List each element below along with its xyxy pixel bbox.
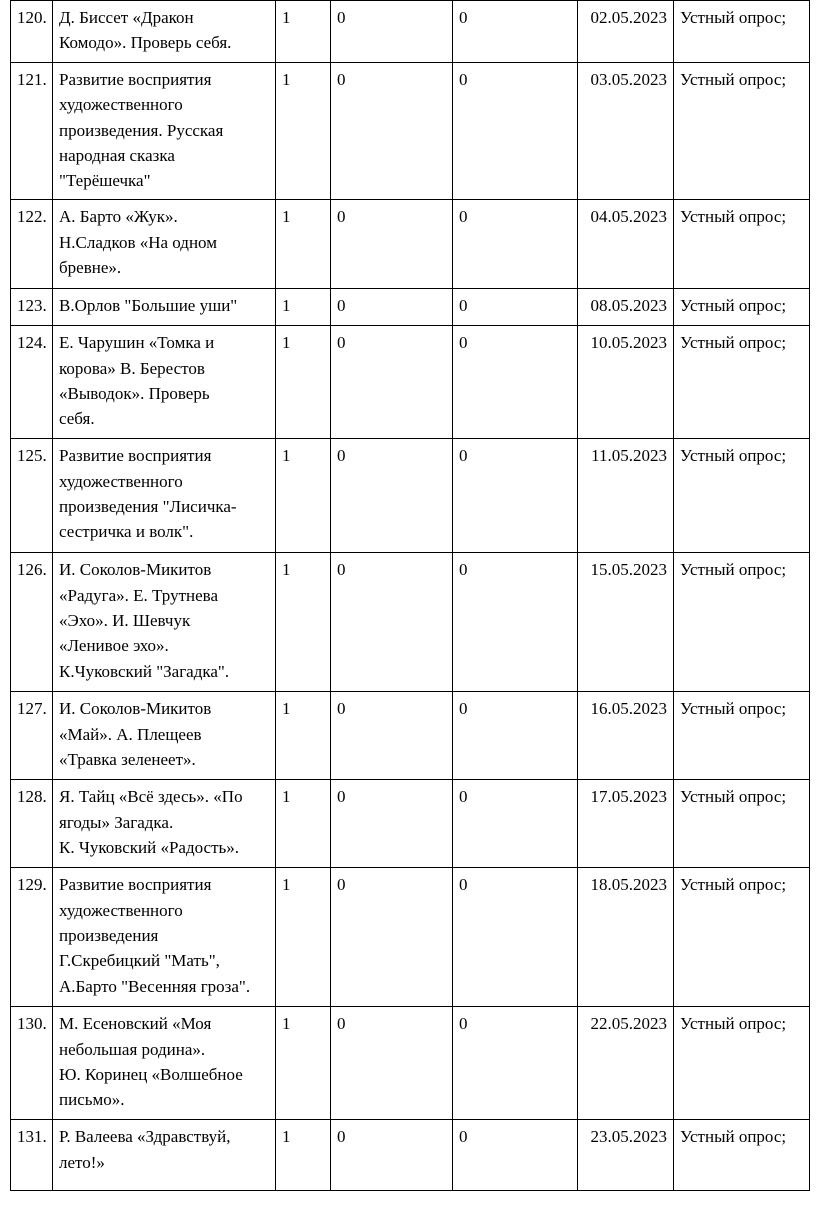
control-works-cell: 0 (331, 63, 453, 200)
lesson-topic-line: ягоды» Загадка. (59, 812, 174, 832)
control-form-cell: Устный опрос; (674, 439, 810, 553)
lesson-topic-line: Я. Тайц «Всё здесь». «По (59, 787, 243, 807)
lesson-date-cell: 16.05.2023 (578, 692, 674, 780)
lesson-topic-cell (53, 63, 276, 200)
lesson-number-cell: 122. (11, 200, 53, 289)
lesson-topic-line: себя. (59, 409, 95, 429)
lesson-topic-line: корова» В. Берестов (59, 358, 205, 378)
control-form-cell: Устный опрос; (674, 326, 810, 439)
table-row (11, 289, 810, 326)
lesson-topic-line: «Ленивое эхо». (59, 636, 169, 656)
practical-works-cell: 0 (453, 553, 578, 692)
table-body (11, 1, 810, 1191)
control-form-cell: Устный опрос; (674, 1007, 810, 1120)
control-works-cell: 0 (331, 289, 453, 326)
lesson-topic-cell (53, 326, 276, 439)
control-works-cell: 0 (331, 692, 453, 780)
lesson-topic-line: сестричка и волк". (59, 522, 194, 542)
control-works-cell: 0 (331, 439, 453, 553)
lesson-number-cell: 126. (11, 553, 53, 692)
practical-works-cell: 0 (453, 439, 578, 553)
hours-total-cell: 1 (276, 868, 331, 1007)
lesson-number-cell: 130. (11, 1007, 53, 1120)
hours-total-cell: 1 (276, 692, 331, 780)
control-works-cell: 0 (331, 1007, 453, 1120)
lesson-topic-line: Ю. Коринец «Волшебное (59, 1065, 243, 1085)
lesson-topic-cell (53, 553, 276, 692)
hours-total-cell: 1 (276, 1120, 331, 1191)
lesson-date-cell: 15.05.2023 (578, 553, 674, 692)
control-form-cell: Устный опрос; (674, 63, 810, 200)
lesson-topic-line: Развитие восприятия (59, 446, 212, 466)
lesson-topic-line: Р. Валеева «Здравствуй, (59, 1127, 231, 1147)
lesson-topic-line: лето!» (59, 1152, 105, 1172)
hours-total-cell: 1 (276, 326, 331, 439)
table-row (11, 1, 810, 63)
lesson-topic-line: К.Чуковский "Загадка". (59, 661, 230, 681)
hours-total-cell: 1 (276, 1007, 331, 1120)
lesson-topic-line: "Терёшечка" (59, 171, 151, 191)
lesson-topic-line: «Выводок». Проверь (59, 384, 210, 404)
lesson-number-cell: 131. (11, 1120, 53, 1191)
lesson-number-cell: 123. (11, 289, 53, 326)
control-works-cell: 0 (331, 553, 453, 692)
lesson-topic-line: Н.Сладков «На одном (59, 232, 217, 252)
lesson-topic-line: А.Барто "Весенняя гроза". (59, 976, 251, 996)
practical-works-cell: 0 (453, 1, 578, 63)
lesson-number-cell: 124. (11, 326, 53, 439)
table-row (11, 553, 810, 692)
lesson-topic-line: Комодо». Проверь себя. (59, 33, 232, 53)
lesson-topic-line: «Радуга». Е. Трутнева (59, 585, 218, 605)
lesson-number-cell: 127. (11, 692, 53, 780)
table-row (11, 1007, 810, 1120)
lesson-topic-line: бревне». (59, 258, 122, 278)
lesson-topic-cell (53, 1120, 276, 1191)
control-form-cell: Устный опрос; (674, 1, 810, 63)
control-form-cell: Устный опрос; (674, 692, 810, 780)
lesson-topic-line: А. Барто «Жук». (59, 207, 178, 227)
lesson-plan-table (10, 0, 810, 1191)
lesson-topic-line: художественного (59, 900, 183, 920)
practical-works-cell: 0 (453, 1007, 578, 1120)
control-works-cell: 0 (331, 326, 453, 439)
lesson-topic-line: М. Есеновский «Моя (59, 1014, 212, 1034)
lesson-number-cell: 120. (11, 1, 53, 63)
lesson-topic-line: Е. Чарушин «Томка и (59, 333, 215, 353)
lesson-date-cell: 08.05.2023 (578, 289, 674, 326)
table-row (11, 63, 810, 200)
hours-total-cell: 1 (276, 780, 331, 868)
practical-works-cell: 0 (453, 200, 578, 289)
lesson-topic-line: В.Орлов "Большие уши" (59, 296, 238, 316)
practical-works-cell: 0 (453, 1120, 578, 1191)
lesson-topic-line: И. Соколов-Микитов (59, 560, 212, 580)
lesson-topic-line: небольшая родина». (59, 1039, 206, 1059)
table-row (11, 439, 810, 553)
practical-works-cell: 0 (453, 868, 578, 1007)
control-form-cell: Устный опрос; (674, 780, 810, 868)
practical-works-cell: 0 (453, 63, 578, 200)
lesson-date-cell: 04.05.2023 (578, 200, 674, 289)
hours-total-cell: 1 (276, 63, 331, 200)
practical-works-cell: 0 (453, 289, 578, 326)
table-row (11, 1120, 810, 1191)
lesson-date-cell: 02.05.2023 (578, 1, 674, 63)
lesson-topic-cell (53, 868, 276, 1007)
control-works-cell: 0 (331, 780, 453, 868)
lesson-topic-cell (53, 1007, 276, 1120)
table-row (11, 780, 810, 868)
lesson-number-cell: 129. (11, 868, 53, 1007)
lesson-topic-line: письмо». (59, 1090, 125, 1110)
lesson-date-cell: 17.05.2023 (578, 780, 674, 868)
control-works-cell: 0 (331, 1120, 453, 1191)
lesson-topic-line: Развитие восприятия (59, 875, 212, 895)
lesson-topic-line: «Эхо». И. Шевчук (59, 611, 191, 631)
hours-total-cell: 1 (276, 200, 331, 289)
control-works-cell: 0 (331, 868, 453, 1007)
lesson-topic-cell (53, 1, 276, 63)
lesson-date-cell: 10.05.2023 (578, 326, 674, 439)
table-row (11, 326, 810, 439)
lesson-topic-line: произведения (59, 926, 159, 946)
lesson-topic-cell (53, 780, 276, 868)
practical-works-cell: 0 (453, 326, 578, 439)
control-form-cell: Устный опрос; (674, 1120, 810, 1191)
lesson-date-cell: 18.05.2023 (578, 868, 674, 1007)
lesson-topic-cell (53, 439, 276, 553)
lesson-date-cell: 23.05.2023 (578, 1120, 674, 1191)
lesson-number-cell: 121. (11, 63, 53, 200)
lesson-topic-cell (53, 200, 276, 289)
lesson-topic-line: Г.Скребицкий "Мать", (59, 951, 220, 971)
hours-total-cell: 1 (276, 1, 331, 63)
practical-works-cell: 0 (453, 780, 578, 868)
lesson-topic-line: произведения. Русская (59, 120, 224, 140)
table-row (11, 692, 810, 780)
table-row (11, 200, 810, 289)
lesson-topic-line: Д. Биссет «Дракон (59, 8, 194, 27)
control-form-cell: Устный опрос; (674, 200, 810, 289)
lesson-topic-line: «Май». А. Плещеев (59, 724, 202, 744)
lesson-topic-cell (53, 692, 276, 780)
hours-total-cell: 1 (276, 289, 331, 326)
control-form-cell: Устный опрос; (674, 289, 810, 326)
control-form-cell: Устный опрос; (674, 868, 810, 1007)
lesson-topic-line: народная сказка (59, 145, 175, 165)
lesson-number-cell: 128. (11, 780, 53, 868)
lesson-date-cell: 11.05.2023 (578, 439, 674, 553)
lesson-topic-cell (53, 289, 276, 326)
lesson-date-cell: 22.05.2023 (578, 1007, 674, 1120)
lesson-topic-line: художественного (59, 471, 183, 491)
table-row (11, 868, 810, 1007)
practical-works-cell: 0 (453, 692, 578, 780)
lesson-topic-line: Развитие восприятия (59, 70, 212, 89)
lesson-topic-line: И. Соколов-Микитов (59, 699, 212, 719)
control-works-cell: 0 (331, 1, 453, 63)
control-form-cell: Устный опрос; (674, 553, 810, 692)
hours-total-cell: 1 (276, 439, 331, 553)
hours-total-cell: 1 (276, 553, 331, 692)
lesson-topic-line: художественного (59, 95, 183, 115)
lesson-topic-line: «Травка зеленеет». (59, 750, 196, 770)
lesson-number-cell: 125. (11, 439, 53, 553)
lesson-topic-line: произведения "Лисичка- (59, 497, 237, 517)
control-works-cell: 0 (331, 200, 453, 289)
lesson-topic-line: К. Чуковский «Радость». (59, 838, 240, 858)
lesson-date-cell: 03.05.2023 (578, 63, 674, 200)
